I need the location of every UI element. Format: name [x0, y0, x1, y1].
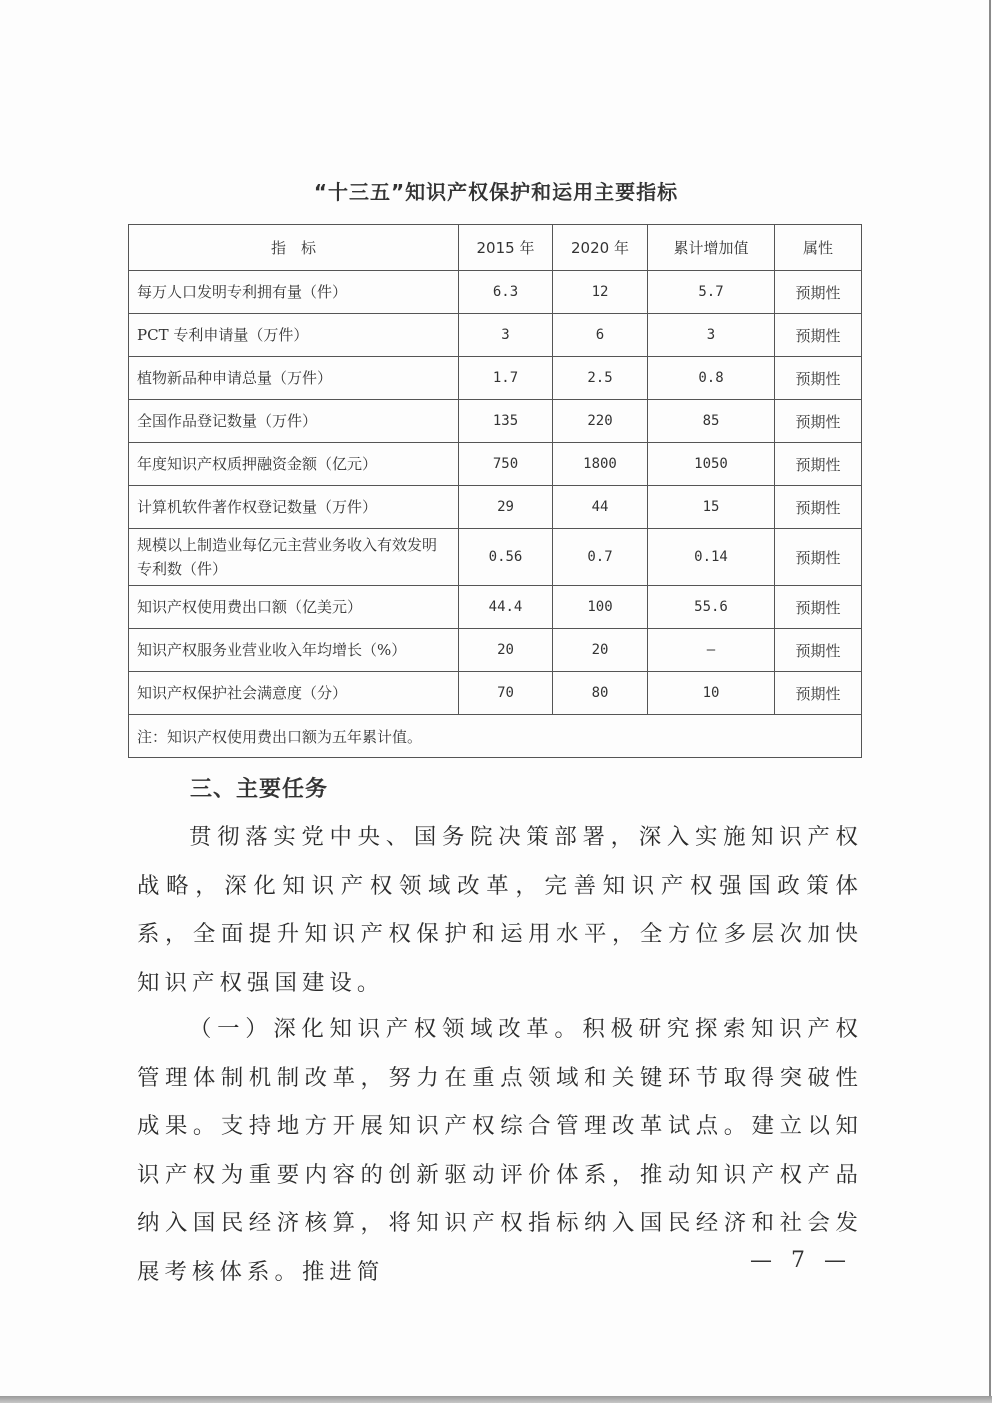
indicator-name: 知识产权使用费出口额（亿美元）: [129, 586, 459, 629]
section-heading: 三、主要任务: [190, 777, 329, 802]
value-2015: 0.56: [459, 529, 553, 586]
value-2020: 0.7: [553, 529, 648, 586]
value-increase: 1050: [648, 443, 775, 486]
header-increase: 累计增加值: [648, 225, 775, 271]
value-2020: 2.5: [553, 357, 648, 400]
table-note-row: [129, 715, 862, 758]
value-2020: 1800: [553, 443, 648, 486]
value-increase: 85: [648, 400, 775, 443]
value-increase: 0.14: [648, 529, 775, 586]
table-row: [129, 314, 862, 357]
table-row: [129, 586, 862, 629]
value-2020: 12: [553, 271, 648, 314]
table-row: [129, 629, 862, 672]
value-increase: —: [648, 629, 775, 672]
indicator-name: 知识产权保护社会满意度（分）: [129, 672, 459, 715]
value-2015: 70: [459, 672, 553, 715]
table-row: [129, 357, 862, 400]
value-increase: 55.6: [648, 586, 775, 629]
value-2015: 135: [459, 400, 553, 443]
table-note: 注：知识产权使用费出口额为五年累计值。: [129, 715, 862, 758]
value-increase: 5.7: [648, 271, 775, 314]
table-row: [129, 486, 862, 529]
table-row: [129, 672, 862, 715]
value-increase: 10: [648, 672, 775, 715]
indicators-table: [128, 224, 862, 758]
indicator-name: 知识产权服务业营业收入年均增长（%）: [129, 629, 459, 672]
table-title: “十三五”知识产权保护和运用主要指标: [313, 180, 679, 204]
value-attribute: 预期性: [775, 529, 862, 586]
value-attribute: 预期性: [775, 672, 862, 715]
value-attribute: 预期性: [775, 271, 862, 314]
value-2015: 29: [459, 486, 553, 529]
value-attribute: 预期性: [775, 586, 862, 629]
header-attribute: 属性: [775, 225, 862, 271]
value-attribute: 预期性: [775, 486, 862, 529]
value-2020: 44: [553, 486, 648, 529]
value-attribute: 预期性: [775, 443, 862, 486]
value-2015: 3: [459, 314, 553, 357]
table-row: [129, 400, 862, 443]
scan-edge-bottom: [0, 1396, 992, 1403]
page-number: — 7 —: [750, 1248, 852, 1273]
value-2015: 6.3: [459, 271, 553, 314]
value-increase: 3: [648, 314, 775, 357]
indicator-name: 规模以上制造业每亿元主营业务收入有效发明专利数（件）: [129, 529, 459, 586]
value-2015: 750: [459, 443, 553, 486]
value-2015: 1.7: [459, 357, 553, 400]
value-increase: 15: [648, 486, 775, 529]
indicator-name: 植物新品种申请总量（万件）: [129, 357, 459, 400]
indicator-name: 年度知识产权质押融资金额（亿元）: [129, 443, 459, 486]
value-2020: 220: [553, 400, 648, 443]
value-2015: 44.4: [459, 586, 553, 629]
indicator-name: 全国作品登记数量（万件）: [129, 400, 459, 443]
value-2020: 100: [553, 586, 648, 629]
value-2015: 20: [459, 629, 553, 672]
header-indicator: 指 标: [129, 225, 459, 271]
table-row: [129, 271, 862, 314]
table-row: [129, 443, 862, 486]
header-2020: 2020 年: [553, 225, 648, 271]
indicator-name: 计算机软件著作权登记数量（万件）: [129, 486, 459, 529]
value-attribute: 预期性: [775, 629, 862, 672]
scan-edge-right: [989, 0, 991, 1397]
header-2015: 2015 年: [459, 225, 553, 271]
body-paragraph: 贯彻落实党中央、国务院决策部署，深入实施知识产权战略，深化知识产权领域改革，完善知识产权强国政策体系，全面提升知识产权保护和运用水平，全方位多层次加快知识产权强国建设。: [137, 824, 863, 996]
value-increase: 0.8: [648, 357, 775, 400]
value-2020: 6: [553, 314, 648, 357]
indicator-name: 每万人口发明专利拥有量（件）: [129, 271, 459, 314]
body-paragraph: （一）深化知识产权领域改革。积极研究探索知识产权管理体制机制改革，努力在重点领域和关键环节取得突破性成果。支持地方开展知识产权综合管理改革试点。建立以知识产权为重要内容的创新驱动评价体系，推动知识产权产品纳入国民经济核算，将知识产权指标纳入国民经济和社会发展考核体系。推进简: [137, 1016, 863, 1285]
indicator-name: PCT 专利申请量（万件）: [129, 314, 459, 357]
value-attribute: 预期性: [775, 314, 862, 357]
table-row: [129, 529, 862, 586]
value-2020: 80: [553, 672, 648, 715]
table-header-row: [129, 225, 862, 271]
value-attribute: 预期性: [775, 400, 862, 443]
value-attribute: 预期性: [775, 357, 862, 400]
value-2020: 20: [553, 629, 648, 672]
